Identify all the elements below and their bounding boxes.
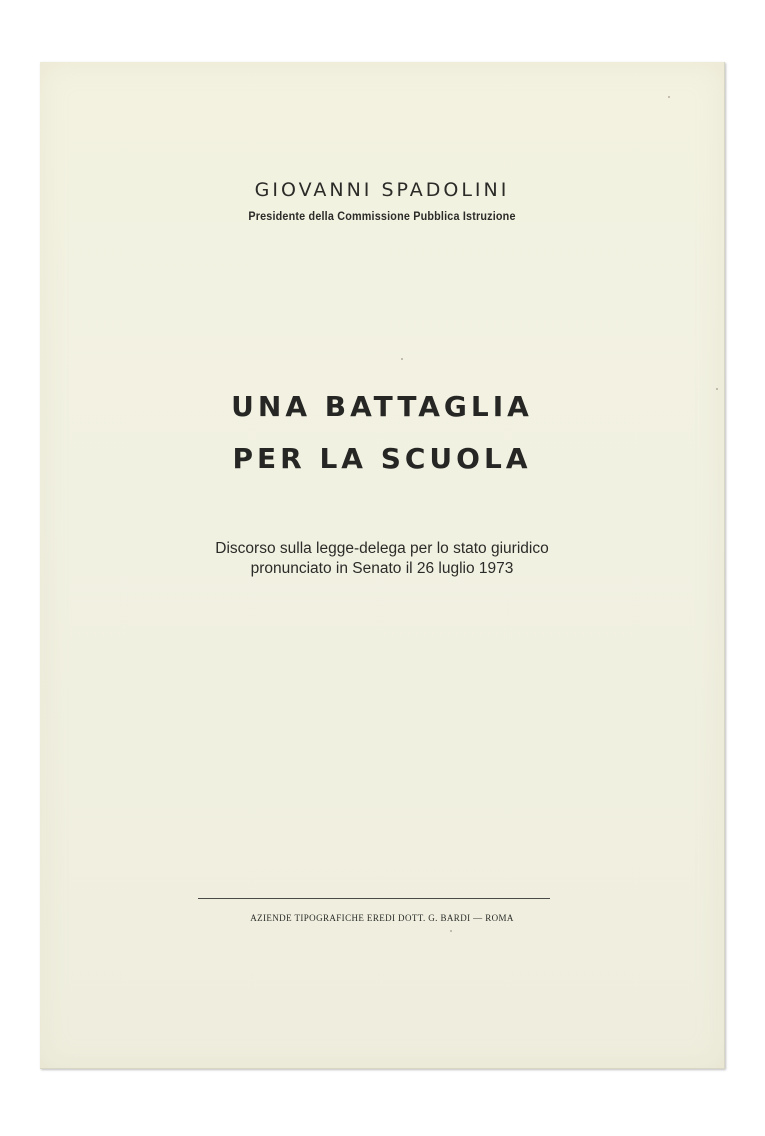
title-line-2: PER LA SCUOLA [232,442,532,475]
subtitle-line-1: Discorso sulla legge-delega per lo stato giuridico [215,540,549,557]
title-line-1: UNA BATTAGLIA [231,390,533,423]
printer-imprint: AZIENDE TIPOGRAFICHE EREDI DOTT. G. BARDI — ROMA [250,913,514,923]
author-role: Presidente della Commissione Pubblica Istruzione [248,209,516,223]
paper-speck [450,930,452,932]
subtitle-line-2: pronunciato in Senato il 26 luglio 1973 [250,560,514,577]
author-name: GIOVANNI SPADOLINI [254,179,510,201]
paper-speck [401,358,403,360]
paper-speck [716,388,718,390]
book-cover [40,62,725,1069]
paper-speck [668,96,670,98]
divider-rule [198,898,550,899]
